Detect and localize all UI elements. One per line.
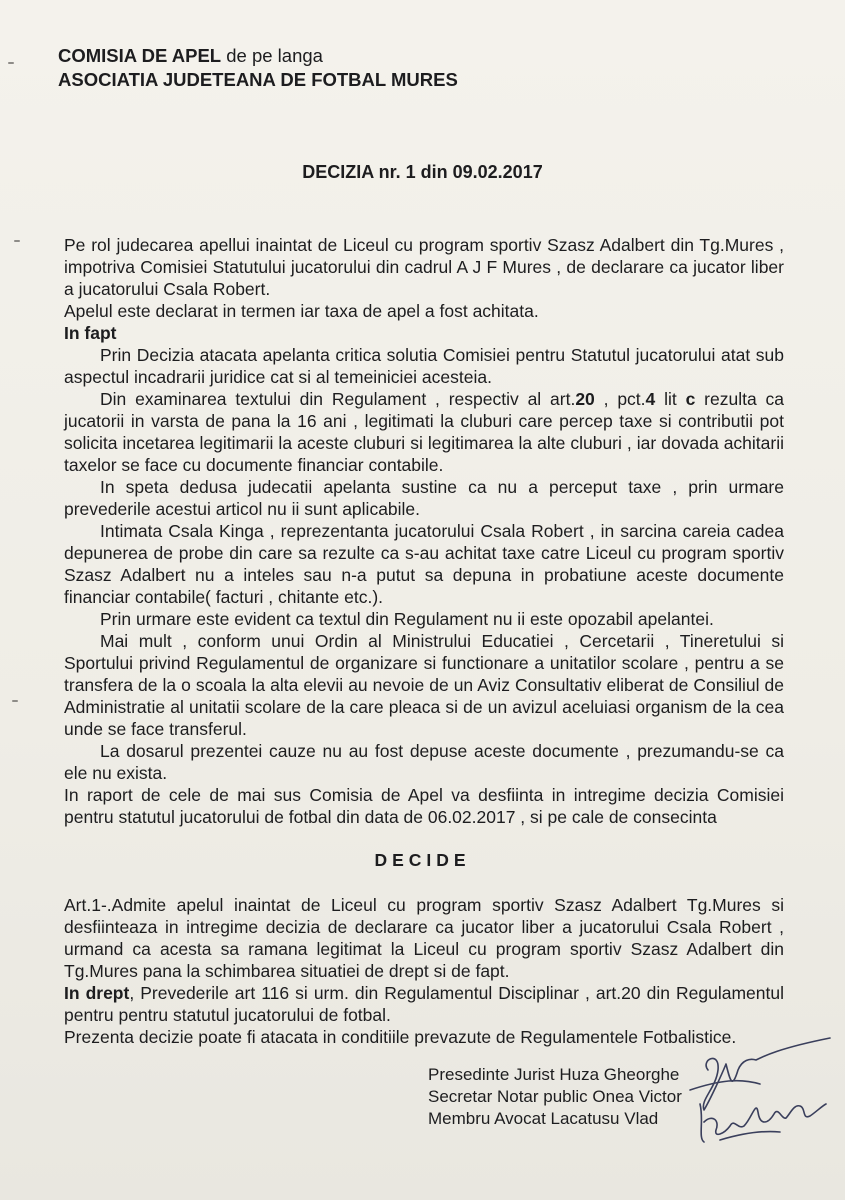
regulation-article: 20 — [575, 389, 595, 409]
header-line-1 — [58, 44, 458, 68]
signature-stroke-3 — [700, 1104, 826, 1142]
regulation-text-c: , pct. — [594, 389, 646, 409]
regulation-letter: c — [685, 389, 696, 409]
regulation-text-g: rezulta ca jucatorii in varsta de pana la 16 ani , legitimati la cluburi care percep taxe si contributii pot solicita incetarea legitimarii la aceste cluburi si legitimarea la alte cluburi , iar dovada achitarii taxelor se face cu documente financiar contabile. — [64, 389, 785, 475]
decision-number: nr. 1 din 09.02.2017 — [373, 162, 543, 182]
decision-title — [0, 162, 845, 183]
commission-name: COMISIA DE APEL — [58, 45, 222, 66]
regulation-text-e: lit — [655, 389, 686, 409]
in-drept-text: , Prevederile art 116 si urm. din Regulamentul Disciplinar , art.20 din Regulamentul pentru pentru statutul jucatorului de fotbal. — [64, 983, 785, 1025]
paragraph-intimata: Intimata Csala Kinga , reprezentanta jucatorului Csala Robert , in sarcina careia cadea depunerea de probe din care sa rezulte ca s-au achitat taxe catre Liceul cu program sportiv Szasz Adalbert nu a inteles sau n-a putut sa depuna in probatiune aceste documente financiar contabile( facturi , chitante etc.). — [64, 521, 784, 607]
paragraph-critique: Prin Decizia atacata apelanta critica solutia Comisiei pentru Statutul jucatorului atat sub aspectul incadrarii juridice cat si al temeiniciei acesteia. — [64, 345, 784, 387]
paragraph-raport: In raport de cele de mai sus Comisia de Apel va desfiinta in intregime decizia Comisiei pentru statutul jucatorului de fotbal din data de 06.02.2017 , si pe cale de consecinta — [64, 785, 784, 827]
in-drept-label: In drept — [64, 983, 130, 1003]
regulation-text-a: Din examinarea textului din Regulament , respectiv al art. — [100, 389, 576, 409]
association-name: ASOCIATIA JUDETEANA DE FOTBAL MURES — [58, 69, 458, 90]
paragraph-dosar: La dosarul prezentei cauze nu au fost depuse aceste documente , prezumandu-se ca ele nu exista. — [64, 741, 784, 783]
punch-mark — [14, 240, 20, 242]
signature-stroke-4 — [720, 1131, 780, 1140]
paragraph-term: Apelul este declarat in termen iar taxa de apel a fost achitata. — [64, 301, 539, 321]
paragraph-in-drept — [64, 982, 784, 1026]
article-1: Art.1-.Admite apelul inaintat de Liceul cu program sportiv Szasz Adalbert Tg.Mures si desfiinteaza in intregime decizia de declarare ca jucator liber a jucatorului Csala Robert , urmand ca acesta sa ramana legitimat la Liceul cu program sportiv Szasz Adalbert din Tg.Mures pana la schimbarea situatiei de drept si de fapt. — [64, 895, 784, 981]
decision-articles — [64, 894, 784, 1048]
paragraph-regulation — [64, 388, 784, 476]
signer-member: Membru Avocat Lacatusu Vlad — [428, 1109, 659, 1128]
regulation-point: 4 — [645, 389, 656, 409]
signer-secretary: Secretar Notar public Onea Victor — [428, 1087, 682, 1106]
signature-stroke-2 — [690, 1081, 760, 1090]
paragraph-evident: Prin urmare este evident ca textul din Regulament nu ii este opozabil apelantei. — [100, 609, 714, 629]
document-header — [58, 44, 458, 92]
paragraph-ordin: Mai mult , conform unui Ordin al Ministrului Educatiei , Cercetarii , Tineretului si Sportului privind Regulamentul de organizare si functionare a unitatilor scolare , pentru a se transfera de la o scoala la alta elevii au nevoie de un Aviz Consultativ eliberat de Consiliul de Administratie al unitatii scolare de la care pleaca si de un avizul aceluiasi organism de la cea unde se face transferul. — [64, 631, 784, 739]
signer-president: Presedinte Jurist Huza Gheorghe — [428, 1065, 680, 1084]
signatories — [428, 1064, 682, 1130]
paragraph-intro: Pe rol judecarea apellui inaintat de Liceul cu program sportiv Szasz Adalbert din Tg.Mures , impotriva Comisiei Statutului jucatorului din cadrul A J F Mures , de declarare ca jucator liber a jucatorului Csala Robert. — [64, 235, 784, 299]
heading-in-fapt: In fapt — [64, 323, 117, 343]
signature-stroke-1 — [703, 1038, 830, 1110]
paragraph-speta: In speta dedusa judecatii apelanta sustine ca nu a perceput taxe , prin urmare prevederile acestui articol nu ii sunt aplicabile. — [64, 477, 784, 519]
punch-mark — [8, 62, 14, 64]
header-line-1-rest: de pe langa — [221, 45, 323, 66]
punch-mark — [12, 700, 18, 702]
paragraph-closing: Prezenta decizie poate fi atacata in conditiile prevazute de Regulamentele Fotbalistice. — [64, 1027, 737, 1047]
handwritten-signature — [660, 1030, 840, 1150]
decision-body — [64, 234, 784, 828]
decision-label: DECIZIA — [302, 162, 374, 182]
decide-heading: DECIDE — [374, 850, 471, 870]
